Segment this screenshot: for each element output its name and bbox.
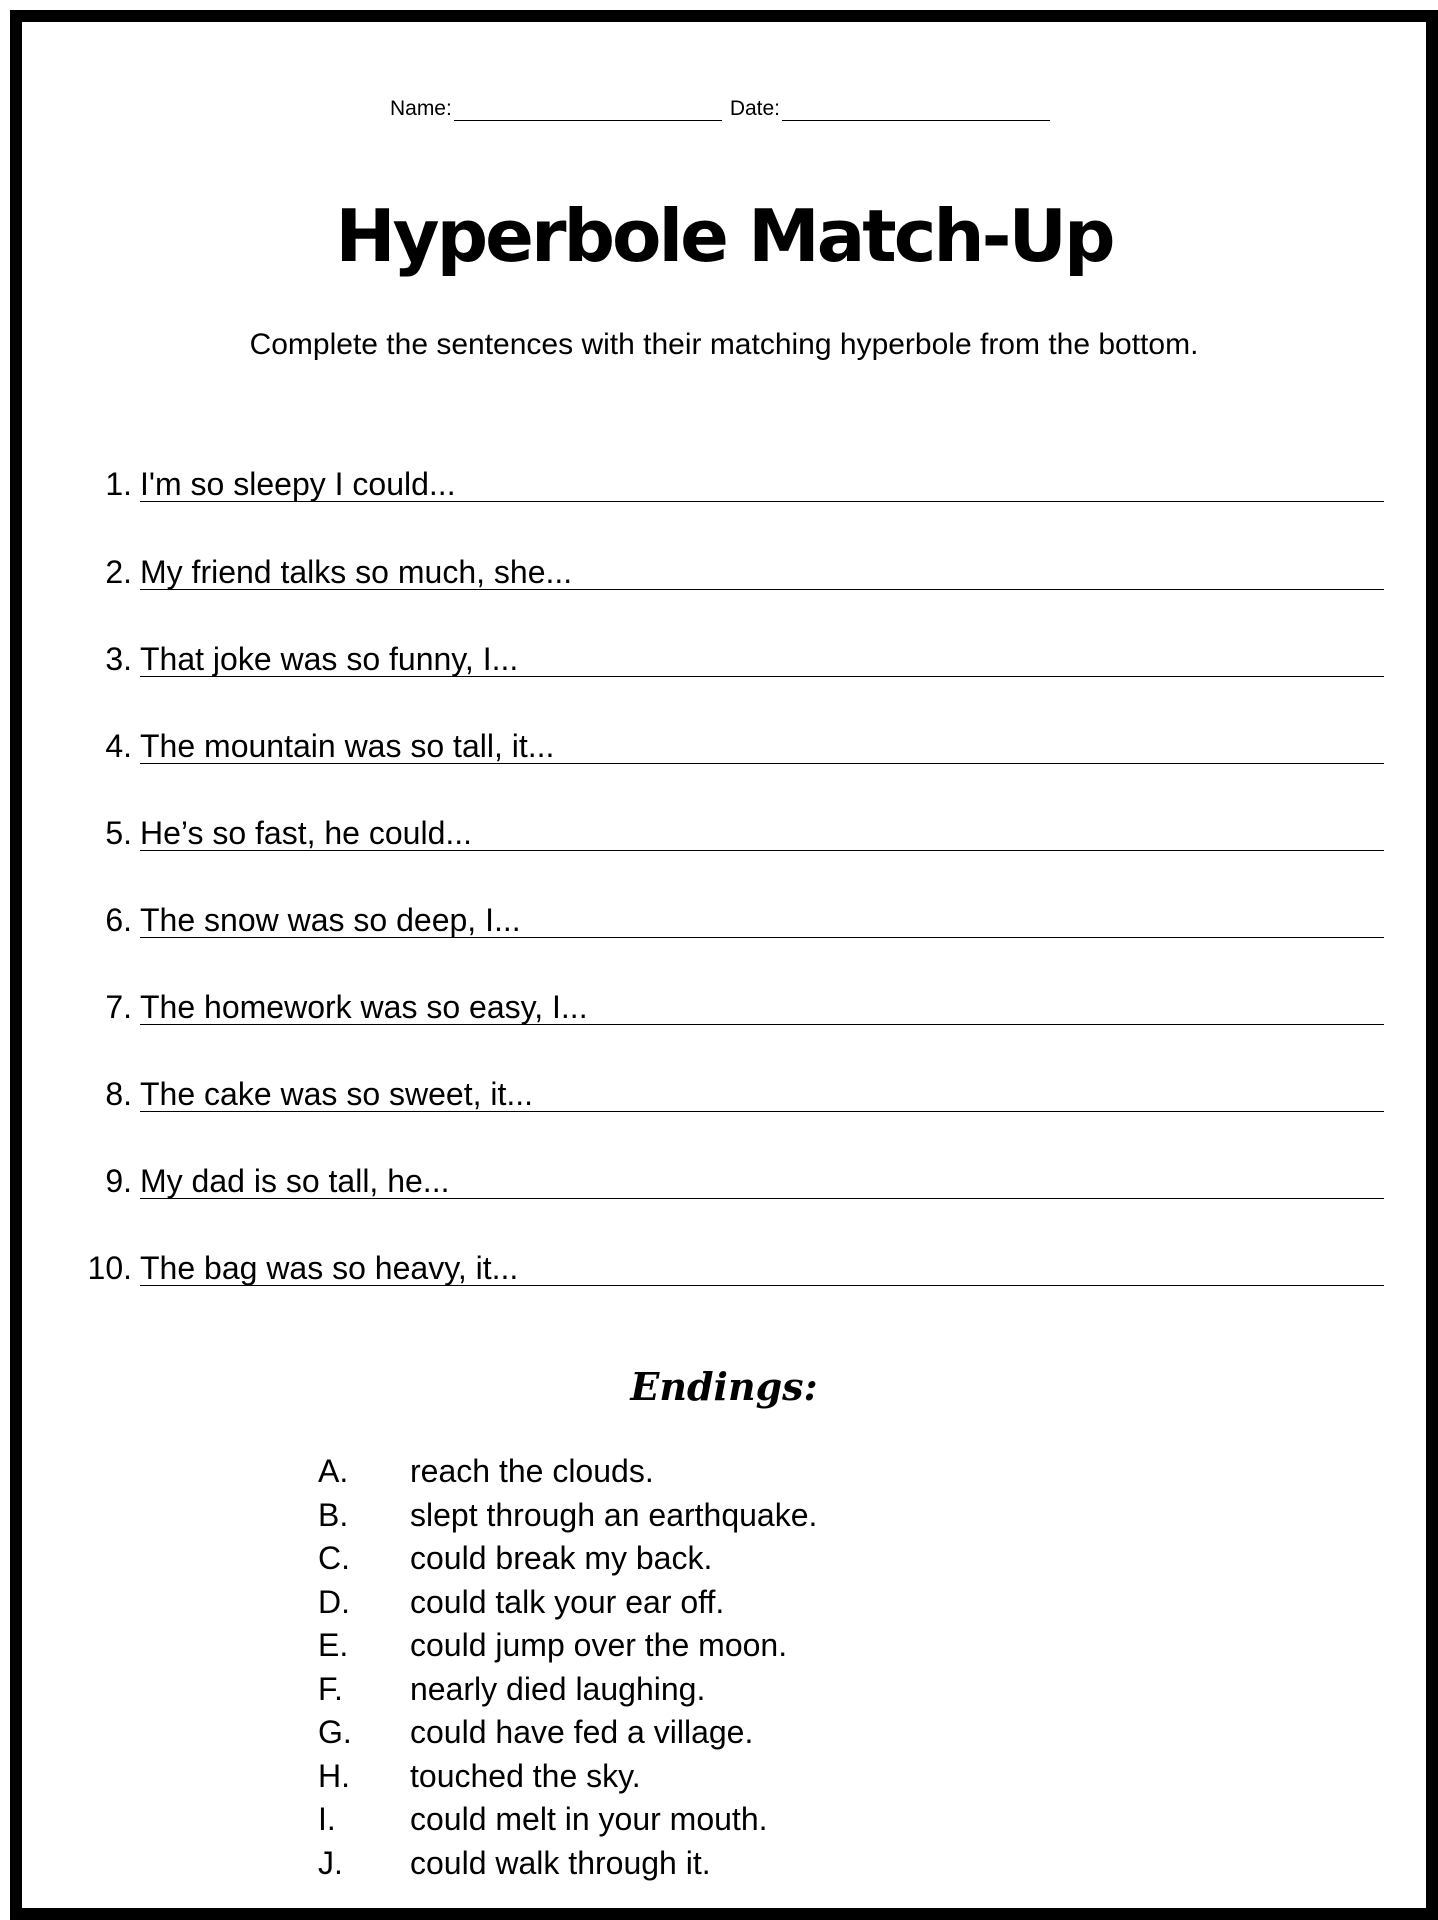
ending-item bbox=[318, 1450, 817, 1494]
ending-item bbox=[318, 1842, 817, 1886]
question-text: The cake was so sweet, it... bbox=[140, 1076, 534, 1112]
ending-text: could walk through it. bbox=[410, 1844, 711, 1881]
ending-text: reach the clouds. bbox=[410, 1453, 654, 1490]
ending-letter: E. bbox=[318, 1627, 349, 1664]
ending-item bbox=[318, 1798, 817, 1842]
question-text: I'm so sleepy I could... bbox=[140, 466, 456, 502]
ending-text: slept through an earthquake. bbox=[410, 1496, 818, 1533]
endings-heading: Endings: bbox=[630, 1364, 818, 1409]
ending-letter: A. bbox=[318, 1453, 349, 1490]
question-number: 6. bbox=[105, 902, 132, 938]
question-item bbox=[22, 631, 1384, 675]
question-item bbox=[22, 1066, 1384, 1110]
question-number: 7. bbox=[105, 989, 132, 1025]
question-text: He’s so fast, he could... bbox=[140, 815, 473, 851]
question-number: 2. bbox=[105, 554, 132, 590]
ending-text: touched the sky. bbox=[410, 1757, 641, 1794]
ending-item bbox=[318, 1624, 817, 1668]
question-item bbox=[22, 718, 1384, 762]
question-item bbox=[22, 892, 1384, 936]
question-number: 3. bbox=[105, 641, 132, 677]
question-text: The homework was so easy, I... bbox=[140, 989, 588, 1025]
question-text: My dad is so tall, he... bbox=[140, 1163, 450, 1199]
worksheet-page bbox=[10, 10, 1438, 1920]
question-item bbox=[22, 544, 1384, 588]
ending-letter: H. bbox=[318, 1757, 350, 1794]
question-item bbox=[22, 1153, 1384, 1197]
ending-item bbox=[318, 1581, 817, 1625]
ending-letter: D. bbox=[318, 1583, 350, 1620]
ending-text: could jump over the moon. bbox=[410, 1627, 788, 1664]
question-text: My friend talks so much, she... bbox=[140, 554, 573, 590]
endings-list bbox=[318, 1450, 817, 1885]
ending-letter: C. bbox=[318, 1540, 350, 1577]
date-label: Date: bbox=[729, 97, 781, 120]
ending-text: nearly died laughing. bbox=[410, 1670, 706, 1707]
question-text: The snow was so deep, I... bbox=[140, 902, 521, 938]
ending-letter: I. bbox=[318, 1801, 336, 1838]
ending-item bbox=[318, 1711, 817, 1755]
ending-item bbox=[318, 1668, 817, 1712]
ending-text: could break my back. bbox=[410, 1540, 713, 1577]
question-item bbox=[22, 805, 1384, 849]
question-text: The bag was so heavy, it... bbox=[140, 1250, 519, 1286]
question-item bbox=[22, 1240, 1384, 1284]
instructions: Complete the sentences with their matching hyperbole from the bottom. bbox=[249, 328, 1199, 361]
ending-text: could talk your ear off. bbox=[410, 1583, 725, 1620]
ending-item bbox=[318, 1755, 817, 1799]
ending-item bbox=[318, 1494, 817, 1538]
question-number: 5. bbox=[105, 815, 132, 851]
ending-letter: J. bbox=[318, 1844, 343, 1881]
question-number: 8. bbox=[105, 1076, 132, 1112]
question-item bbox=[22, 979, 1384, 1023]
question-number: 10. bbox=[87, 1250, 132, 1286]
ending-letter: F. bbox=[318, 1670, 343, 1707]
ending-text: could have fed a village. bbox=[410, 1714, 754, 1751]
question-text: The mountain was so tall, it... bbox=[140, 728, 555, 764]
question-number: 9. bbox=[105, 1163, 132, 1199]
question-number: 4. bbox=[105, 728, 132, 764]
ending-item bbox=[318, 1537, 817, 1581]
question-number: 1. bbox=[105, 466, 132, 502]
name-label: Name: bbox=[389, 97, 452, 120]
ending-letter: G. bbox=[318, 1714, 352, 1751]
question-text: That joke was so funny, I... bbox=[140, 641, 519, 677]
page-title: Hyperbole Match-Up bbox=[335, 194, 1113, 278]
ending-text: could melt in your mouth. bbox=[410, 1801, 768, 1838]
question-item bbox=[22, 456, 1384, 500]
ending-letter: B. bbox=[318, 1496, 349, 1533]
